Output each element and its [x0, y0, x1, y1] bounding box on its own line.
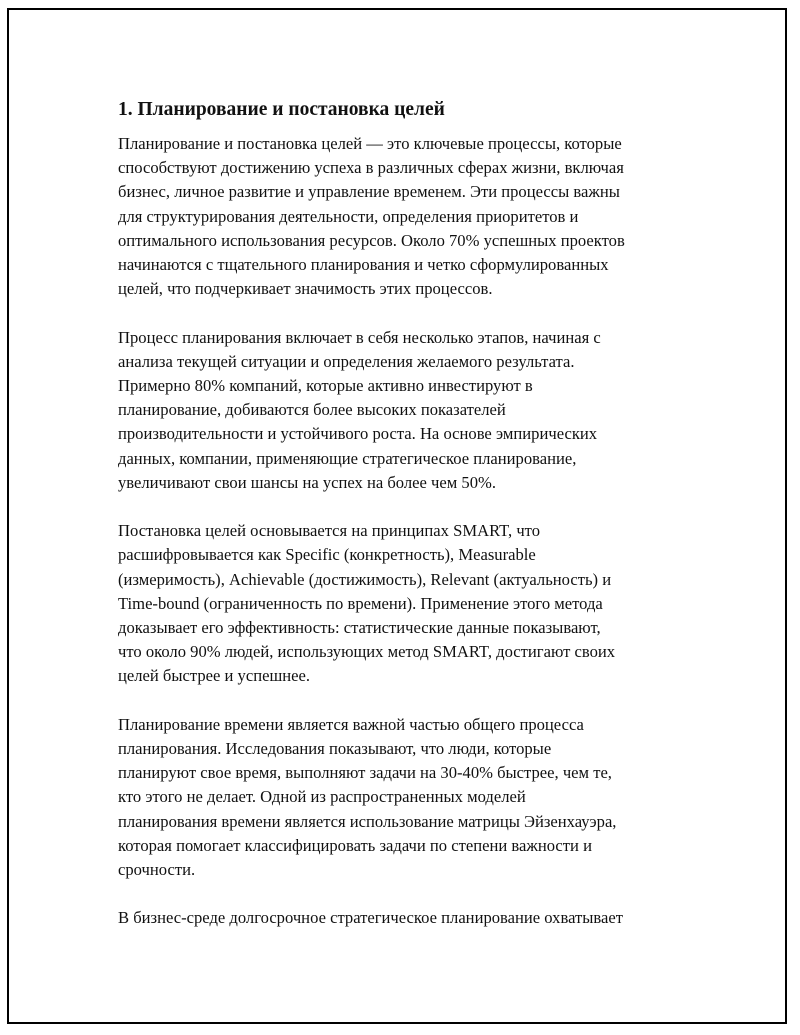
text-line: что около 90% людей, использующих метод SMART, достигают своих	[118, 642, 616, 662]
text-line: (измеримость), Achievable (достижимость), Relevant (актуальность) и	[118, 569, 612, 589]
text-line: В бизнес-среде долгосрочное стратегическое планирование охватывает	[118, 908, 624, 928]
text-line: планирования. Исследования показывают, что люди, которые	[118, 739, 552, 759]
section-heading: 1. Планирование и постановка целей	[118, 99, 445, 120]
paragraph-spacer	[118, 301, 698, 325]
paragraph-spacer	[118, 495, 698, 519]
text-line: данных, компании, применяющие стратегическое планирование,	[118, 448, 577, 468]
text-line: кто этого не делает. Одной из распространенных моделей	[118, 787, 526, 807]
paragraph-1	[118, 132, 698, 301]
text-line: для структурирования деятельности, определения приоритетов и	[118, 206, 579, 226]
text-line: увеличивают свои шансы на успех на более чем 50%.	[118, 472, 496, 492]
text-line: Планирование времени является важной частью общего процесса	[118, 714, 584, 734]
text-line: целей быстрее и успешнее.	[118, 666, 310, 686]
text-line: бизнес, личное развитие и управление временем. Эти процессы важны	[118, 182, 620, 202]
text-line: начинаются с тщательного планирования и четко сформулированных	[118, 255, 609, 275]
text-line: Планирование и постановка целей — это ключевые процессы, которые	[118, 134, 622, 153]
text-line: Постановка целей основывается на принципах SMART, что	[118, 521, 541, 541]
paragraph-spacer	[118, 689, 698, 713]
text-line: доказывает его эффективность: статистические данные показывают,	[118, 618, 601, 638]
text-line: Time-bound (ограниченность по времени). Применение этого метода	[118, 593, 603, 613]
text-line: Примерно 80% компаний, которые активно инвестируют в	[118, 376, 533, 396]
text-line: Процесс планирования включает в себя несколько этапов, начиная с	[118, 327, 601, 347]
text-line: срочности.	[118, 860, 196, 880]
text-line: целей, что подчеркивает значимость этих процессов.	[118, 279, 493, 299]
text-line: расшифровывается как Specific (конкретность), Measurable	[118, 545, 536, 565]
text-line: планирование, добиваются более высоких показателей	[118, 400, 506, 420]
text-line: планируют свое время, выполняют задачи на 30-40% быстрее, чем те,	[118, 763, 612, 783]
text-line: производительности и устойчивого роста. На основе эмпирических	[118, 424, 598, 444]
text-line: планирования времени является использование матрицы Эйзенхауэра,	[118, 811, 617, 831]
paragraph-4	[118, 713, 698, 882]
document-body	[118, 98, 698, 931]
paragraph-spacer	[118, 882, 698, 906]
text-line: которая помогает классифицировать задачи по степени важности и	[118, 835, 592, 855]
text-line: анализа текущей ситуации и определения желаемого результата.	[118, 351, 575, 371]
text-line: способствуют достижению успеха в различных сферах жизни, включая	[118, 158, 624, 178]
paragraph-3	[118, 519, 698, 688]
page-frame	[7, 8, 787, 1024]
text-line: оптимального использования ресурсов. Около 70% успешных проектов	[118, 230, 625, 250]
paragraph-2	[118, 326, 698, 495]
paragraph-5	[118, 906, 698, 930]
